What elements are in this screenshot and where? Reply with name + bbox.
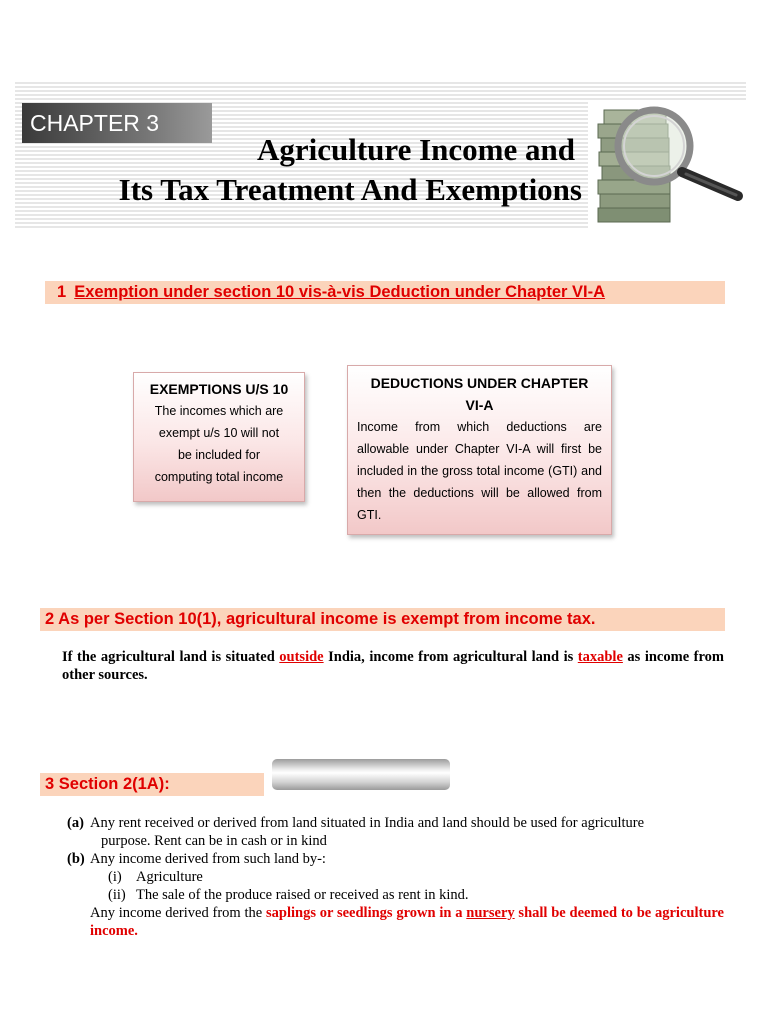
exemptions-box [133, 372, 305, 502]
sub-text: The sale of the produce raised or received as rent in kind. [136, 887, 469, 903]
highlight-text: shall be deemed to be agriculture income. [90, 905, 724, 939]
sub-label: (ii) [108, 887, 126, 903]
sub-item-i [108, 868, 203, 886]
sub-label: (i) [108, 869, 122, 885]
list-label: (b) [67, 851, 85, 867]
highlight-taxable: taxable [577, 649, 623, 665]
para-text: as income from other sources. [62, 649, 724, 683]
decorative-bar [272, 759, 450, 790]
exemptions-line: exempt u/s 10 will not [158, 426, 280, 440]
deductions-box [347, 365, 612, 535]
list-item-b [67, 850, 326, 868]
highlight-text: saplings or seedlings grown in a [266, 905, 467, 921]
exemptions-line: be included for [177, 448, 260, 462]
section-2-heading: 2 As per Section 10(1), agricultural income is exempt from income tax. [40, 608, 725, 631]
list-label: (a) [67, 815, 84, 831]
exemptions-line: The incomes which are [154, 404, 284, 418]
para-text: If the agricultural land is situated [62, 649, 280, 665]
list-item-a [67, 814, 724, 850]
exemptions-box-heading: EXEMPTIONS U/S 10 [149, 381, 289, 397]
section-1-heading [45, 281, 725, 304]
exemptions-box-body [134, 400, 304, 488]
section-2-paragraph [62, 648, 724, 684]
section-3-heading: 3 Section 2(1A): [40, 773, 264, 796]
list-text-cont: purpose. Rent can be in cash or in kind [101, 833, 327, 849]
para-text: Any income derived from the [90, 905, 266, 921]
list-text: Any rent received or derived from land situated in India and land should be used for agriculture [90, 815, 645, 831]
deductions-box-heading-line1: DEDUCTIONS UNDER CHAPTER [370, 375, 589, 391]
sub-text: Agriculture [136, 869, 203, 885]
exemptions-line: computing total income [154, 470, 284, 484]
page-title-line2: Its Tax Treatment And Exemptions [118, 172, 582, 207]
deductions-box-body: Income from which deductions are allowable under Chapter VI-A will first be included in the gross total income (GTI) and then the deductions will be allowed from GTI. [357, 420, 602, 522]
list-text: Any income derived from such land by-: [90, 851, 326, 867]
highlight-outside: outside [279, 649, 324, 665]
chapter-label: CHAPTER 3 [22, 103, 212, 143]
sub-item-ii [108, 886, 469, 904]
highlight-nursery: nursery [466, 905, 515, 921]
section-1-title: Exemption under section 10 vis-à-vis Deduction under Chapter VI-A [74, 283, 606, 301]
para-text: India, income from agricultural land is [323, 649, 578, 665]
money-stack-magnifier-icon [588, 100, 748, 228]
page-title-line1: Agriculture Income and [256, 132, 575, 167]
section-1-number: 1 [57, 283, 67, 301]
deductions-box-heading-line2: VI-A [465, 397, 494, 413]
nursery-paragraph [90, 904, 724, 940]
